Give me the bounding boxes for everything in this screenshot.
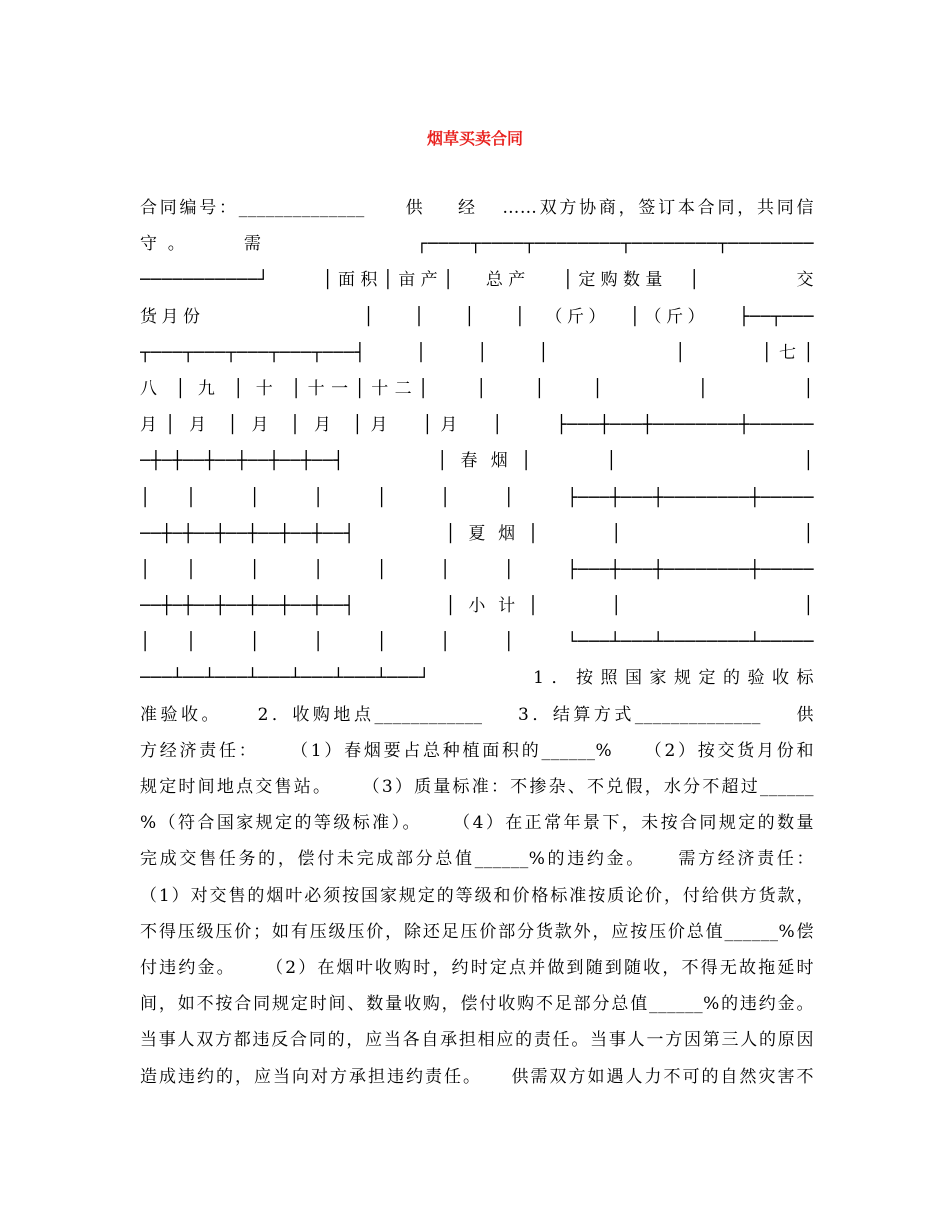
body-line: ──┼─┼──┼──┼──┼──┼──┤ │小计│ │ │ xyxy=(140,596,814,617)
body-line: ┬───┬───┬───┬───┬───┤ │ │ │ │ │七│ xyxy=(140,342,814,363)
body-line: ──┼─┼──┼──┼──┼──┼──┤ │夏烟│ │ │ xyxy=(140,523,814,544)
body-line: │ │ │ │ │ │ │ ├───┼───┼────────┼───── xyxy=(140,487,814,508)
body-line: 合同编号：______________ 供 经 ……双方协商，签订本合同，共同信 xyxy=(140,198,814,218)
body-line: │ │ │ │ │ │ │ ├───┼───┼────────┼───── xyxy=(140,559,814,580)
body-line: 八 │ 九 │ 十 │十一│十二│ │ │ │ │ │ xyxy=(140,378,814,399)
body-line: 准验收。 2．收购地点____________ 3．结算方式______________ 供 xyxy=(140,704,814,725)
body-line: 间，如不按合同规定时间、数量收购，偿付收购不足部分总值______%的违约金。 xyxy=(140,994,814,1015)
document-title: 烟草买卖合同 xyxy=(426,129,523,148)
body-line: %（符合国家规定的等级标准）。 （4）在正常年景下，未按合同规定的数量 xyxy=(140,813,814,834)
body-line: 方经济责任： （1）春烟要占总种植面积的______% （2）按交货月份和 xyxy=(140,740,814,761)
body-line: ───┴──┴───┴───┴───┴───┴───┘ 1．按照国家规定的验收标 xyxy=(140,668,814,689)
body-line: 月│ 月 │ 月 │ 月 │月 │月 │ ├───┼───┼────────┼────── xyxy=(140,415,814,436)
body-line: 造成违约的，应当向对方承担违约责任。 供需双方如遇人力不可的自然灾害不 xyxy=(140,1066,814,1087)
body-line: 守。 需 ┌────┬────┬────────┬────────┬──────── xyxy=(140,234,814,255)
body-line: 完成交售任务的，偿付未完成部分总值______%的违约金。 需方经济责任： xyxy=(140,849,814,870)
body-line: 不得压级压价；如有压级压价，除还足压价部分货款外，应按压价总值______%偿 xyxy=(140,921,814,942)
body-line: ───────────┘ │面积│亩产│ 总产 │定购数量 │ 交 xyxy=(140,270,814,291)
body-line: 规定时间地点交售站。 （3）质量标准：不掺杂、不兑假，水分不超过______ xyxy=(140,777,814,797)
body-line: （1）对交售的烟叶必须按国家规定的等级和价格标准按质论价，付给供方货款， xyxy=(140,885,814,906)
body-line: │ │ │ │ │ │ │ └───┴───┴────────┴───── xyxy=(140,632,814,653)
body-line: 付违约金。 （2）在烟叶收购时，约时定点并做到随到随收，不得无故拖延时 xyxy=(140,957,814,978)
body-line: ─┼─┼──┼──┼──┼──┼──┤ │春烟│ │ │ xyxy=(140,451,814,472)
contract-body xyxy=(140,190,814,1095)
body-line: 货月份 │ │ │ │ （斤） │（斤） ├──┬─── xyxy=(140,306,814,327)
body-line: 当事人双方都违反合同的，应当各自承担相应的责任。当事人一方因第三人的原因 xyxy=(140,1030,814,1051)
